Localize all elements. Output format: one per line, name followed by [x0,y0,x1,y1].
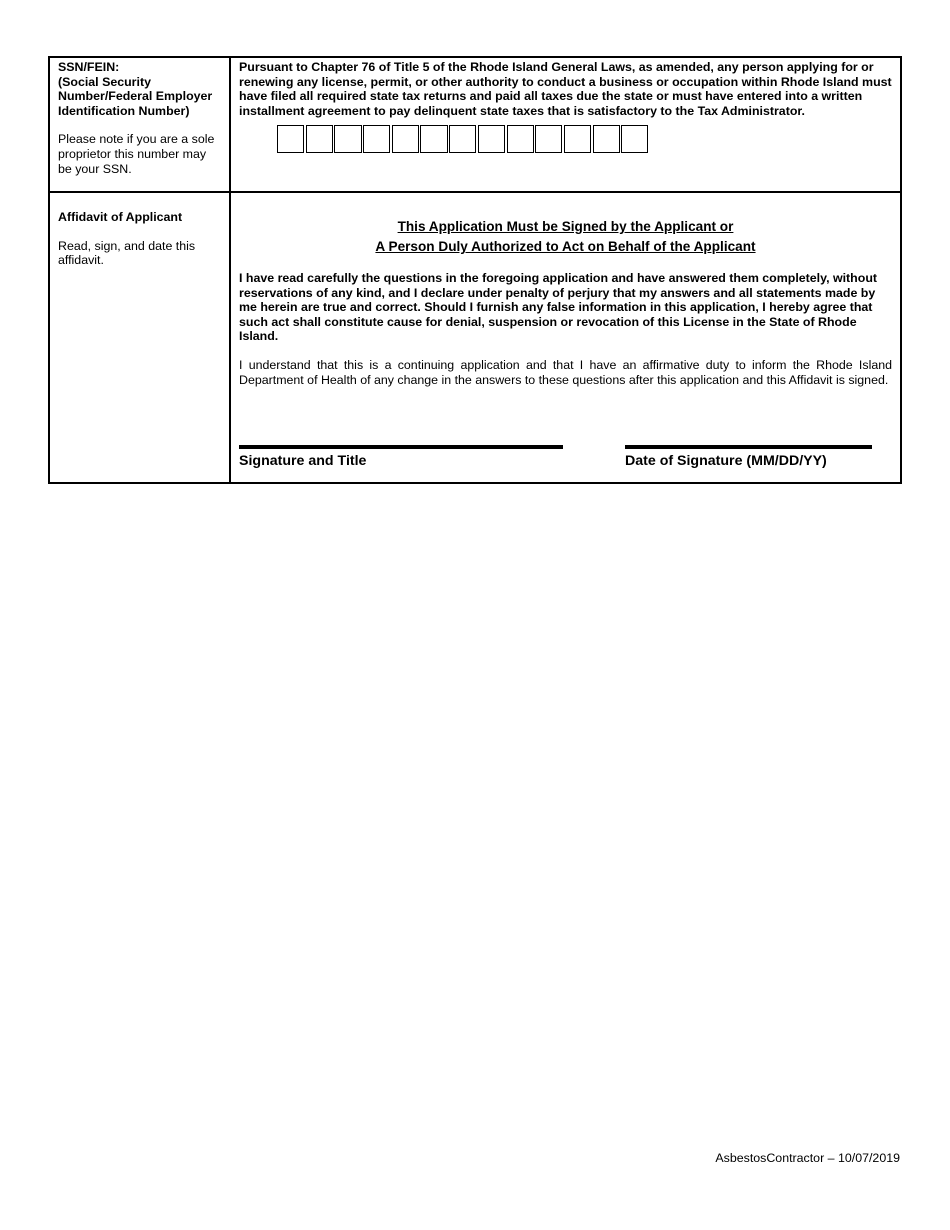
ssn-digit-box-12[interactable] [593,125,620,153]
affidavit-heading-line-2: A Person Duly Authorized to Act on Behalf of the Applicant [375,239,756,254]
affidavit-row [50,193,900,482]
ssn-digit-box-2[interactable] [306,125,333,153]
affidavit-heading-line-1: This Application Must be Signed by the Applicant or [397,219,734,234]
ssn-fein-row [50,58,900,193]
ssn-digit-box-11[interactable] [564,125,591,153]
signature-line[interactable] [239,445,563,449]
ssn-fein-title-line-1: SSN/FEIN: [58,60,120,74]
ssn-digit-box-1[interactable] [277,125,304,153]
tax-compliance-statement: Pursuant to Chapter 76 of Title 5 of the Rhode Island General Laws, as amended, any person applying for or renewing any license, permit, or other authority to conduct a business or occupation within Rhode Island must have filed all required state tax returns and paid all taxes due the state or must have entered into a written installment agreement to pay delinquent state taxes that is satisfactory to the Tax Administrator. [239,60,892,118]
affidavit-content-cell [231,193,900,482]
ssn-digit-box-3[interactable] [334,125,361,153]
signature-area [239,445,892,475]
date-line[interactable] [625,445,872,449]
form-footer-version: AsbestosContractor – 10/07/2019 [715,1151,900,1165]
ssn-fein-digit-boxes [277,125,892,153]
application-form-table [48,56,902,484]
ssn-fein-title-line-2: (Social Security [58,74,151,89]
ssn-digit-box-13[interactable] [621,125,648,153]
ssn-digit-box-6[interactable] [420,125,447,153]
affidavit-heading [239,217,892,257]
ssn-digit-box-7[interactable] [449,125,476,153]
affidavit-instruction: Read, sign, and date this affidavit. [58,238,196,268]
ssn-digit-box-8[interactable] [478,125,505,153]
ssn-digit-box-9[interactable] [507,125,534,153]
ssn-digit-box-10[interactable] [535,125,562,153]
continuing-duty-statement: I understand that this is a continuing application and that I have an affirmative duty to inform the Rhode Island Department of Health of any change in the answers to these questions after this application and this Affidavit is signed. [239,357,892,387]
ssn-fein-title-line-3: Number/Federal Employer [58,89,213,104]
ssn-digit-box-5[interactable] [392,125,419,153]
date-label: Date of Signature (MM/DD/YY) [625,453,827,469]
affidavit-title: Affidavit of Applicant [58,210,183,224]
ssn-fein-label-cell [50,58,231,191]
perjury-declaration: I have read carefully the questions in the foregoing application and have answered them completely, without reservations of any kind, and I declare under penalty of perjury that my answers and all statements made by me herein are true and correct. Should I furnish any false information in this application, I hereby agree that such act shall constitute cause for denial, suspension or revocation of this License in the State of Rhode Island. [239,271,878,344]
ssn-fein-title-line-4: Identification Number) [58,103,190,118]
affidavit-label-cell [50,193,231,482]
ssn-fein-content-cell [231,58,900,191]
sole-proprietor-note: Please note if you are a sole proprietor this number may be your SSN. [58,132,215,176]
signature-label: Signature and Title [239,453,367,469]
ssn-digit-box-4[interactable] [363,125,390,153]
